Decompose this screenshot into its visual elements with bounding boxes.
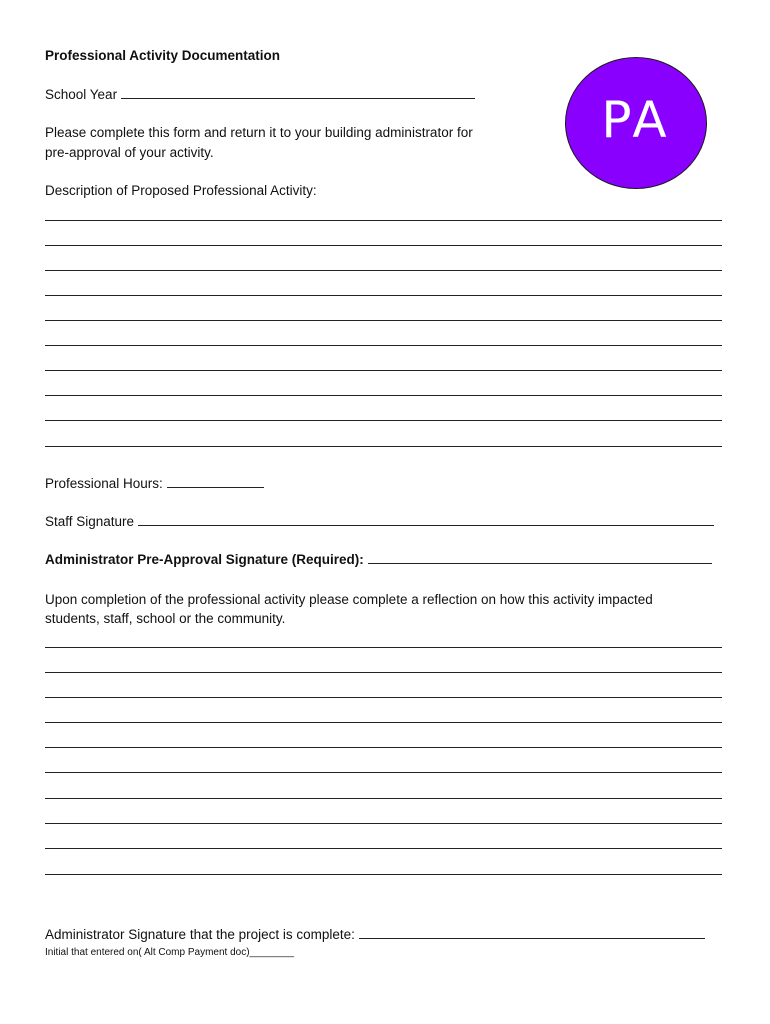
staff-signature-row <box>45 512 714 531</box>
hours-row <box>45 474 264 493</box>
school-year-field[interactable] <box>121 87 475 99</box>
reflection-line[interactable] <box>45 874 722 875</box>
description-line[interactable] <box>45 245 722 246</box>
reflection-line[interactable] <box>45 722 722 723</box>
hours-field[interactable] <box>167 476 264 488</box>
reflection-line[interactable] <box>45 747 722 748</box>
school-year-row <box>45 85 475 104</box>
description-line[interactable] <box>45 345 722 346</box>
staff-signature-field[interactable] <box>138 514 714 526</box>
admin-complete-label: Administrator Signature that the project is complete: <box>45 927 355 942</box>
admin-complete-row <box>45 925 705 944</box>
reflection-line-2: students, staff, school or the community. <box>45 611 286 626</box>
admin-complete-field[interactable] <box>359 927 705 939</box>
description-line[interactable] <box>45 220 722 221</box>
description-line[interactable] <box>45 420 722 421</box>
admin-preapproval-field[interactable] <box>368 552 712 564</box>
reflection-line[interactable] <box>45 823 722 824</box>
initial-note: Initial that entered on( Alt Comp Payment doc)________ <box>45 947 295 958</box>
reflection-line[interactable] <box>45 647 722 648</box>
reflection-line[interactable] <box>45 798 722 799</box>
description-line[interactable] <box>45 270 722 271</box>
description-label: Description of Proposed Professional Activity: <box>45 183 317 198</box>
description-line[interactable] <box>45 295 722 296</box>
school-year-label: School Year <box>45 87 118 102</box>
reflection-line[interactable] <box>45 772 722 773</box>
pa-logo-text: PA <box>601 91 671 149</box>
reflection-line[interactable] <box>45 672 722 673</box>
pa-logo <box>565 57 707 189</box>
hours-label: Professional Hours: <box>45 476 163 491</box>
admin-preapproval-label: Administrator Pre-Approval Signature (Required): <box>45 552 364 567</box>
admin-preapproval-row <box>45 550 712 569</box>
description-line[interactable] <box>45 446 722 447</box>
reflection-line[interactable] <box>45 848 722 849</box>
staff-signature-label: Staff Signature <box>45 514 135 529</box>
form-title: Professional Activity Documentation <box>45 48 281 63</box>
instructions-line-1: Please complete this form and return it to your building administrator for <box>45 125 473 140</box>
description-line[interactable] <box>45 395 722 396</box>
reflection-line[interactable] <box>45 697 722 698</box>
instructions-line-2: pre-approval of your activity. <box>45 145 214 160</box>
reflection-line-1: Upon completion of the professional activity please complete a reflection on how this activity impacted <box>45 592 653 607</box>
description-line[interactable] <box>45 320 722 321</box>
description-line[interactable] <box>45 370 722 371</box>
